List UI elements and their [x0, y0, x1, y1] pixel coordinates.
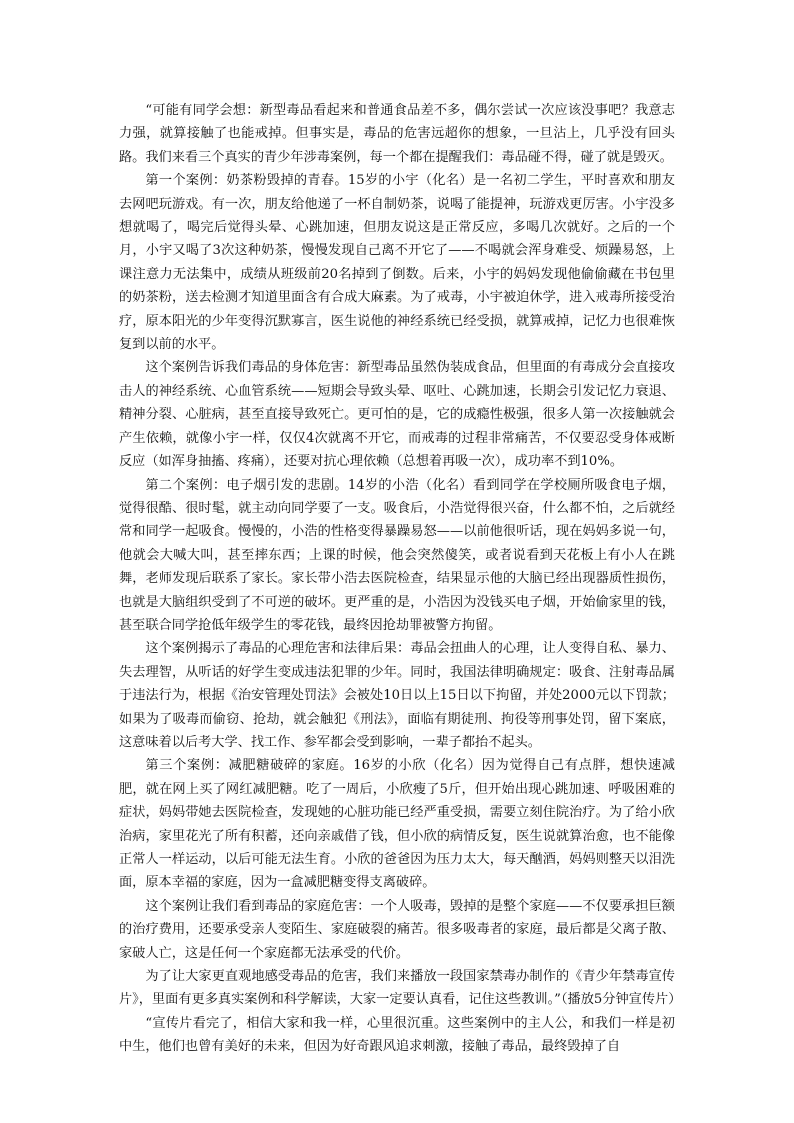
- paragraph-case-1-analysis: 这个案例告诉我们毒品的身体危害：新型毒品虽然伪装成食品，但里面的有毒成分会直接攻击人的神经系统、心血管系统——短期会导致头晕、呕吐、心跳加速，长期会引发记忆力衰退、精神分裂、心脏病，甚至直接导致死亡。更可怕的是，它的成瘾性极强，很多人第一次接触就会产生依赖，就像小宇一样，仅仅4次就离不开它，而戒毒的过程非常痛苦，不仅要忍受身体戒断反应（如浑身抽搐、疼痛），还要对抗心理依赖（总想着再吸一次），成功率不到10%。: [119, 360, 675, 470]
- paragraph-closing: “宣传片看完了，相信大家和我一样，心里很沉重。这些案例中的主人公，和我们一样是初中生，他们也曾有美好的未来，但因为好奇跟风追求刺激，接触了毒品，最终毁掉了自: [119, 1015, 675, 1055]
- paragraph-case-2-analysis: 这个案例揭示了毒品的心理危害和法律后果：毒品会扭曲人的心理，让人变得自私、暴力、失去理智，从听话的好学生变成违法犯罪的少年。同时，我国法律明确规定：吸食、注射毒品属于违法行为，根据《治安管理处罚法》会被处10日以上15日以下拘留，并处2000元以下罚款；如果为了吸毒而偷窃、抢劫，就会触犯《刑法》，面临有期徒刑、拘役等刑事处罚，留下案底，这意味着以后考大学、找工作、参军都会受到影响，一辈子都抬不起头。: [119, 641, 675, 750]
- paragraph-case-2: 第二个案例：电子烟引发的悲剧。14岁的小浩（化名）看到同学在学校厕所吸食电子烟，觉得很酷、很时髦，就主动向同学要了一支。吸食后，小浩觉得很兴奋，什么都不怕，之后就经常和同学一起吸食。慢慢的，小浩的性格变得暴躁易怒——以前他很听话，现在妈妈多说一句，他就会大喊大叫，甚至摔东西；上课的时候，他会突然傻笑，或者说看到天花板上有小人在跳舞，老师发现后联系了家长。家长带小浩去医院检查，结果显示他的大脑已经出现器质性损伤，也就是大脑组织受到了不可逆的破坏。更严重的是，小浩因为没钱买电子烟，开始偷家里的钱，甚至联合同学抢低年级学生的零花钱，最终因抢劫罪被警方拘留。: [119, 477, 675, 633]
- paragraph-case-3-analysis: 这个案例让我们看到毒品的家庭危害：一个人吸毒，毁掉的是整个家庭——不仅要承担巨额的治疗费用，还要承受亲人变陌生、家庭破裂的痛苦。很多吸毒者的家庭，最后都是父离子散、家破人亡，这是任何一个家庭都无法承受的代价。: [119, 898, 675, 961]
- paragraph-case-3: 第三个案例：减肥糖破碎的家庭。16岁的小欣（化名）因为觉得自己有点胖，想快速减肥，就在网上买了网红减肥糖。吃了一周后，小欣瘦了5斤，但开始出现心跳加速、呼吸困难的症状，妈妈带她去医院检查，发现她的心脏功能已经严重受损，需要立刻住院治疗。为了给小欣治病，家里花光了所有积蓄，还向亲戚借了钱，但小欣的病情反复，医生说就算治愈，也不能像正常人一样运动，以后可能无法生育。小欣的爸爸因为压力太大，每天酗酒，妈妈则整天以泪洗面，原本幸福的家庭，因为一盒减肥糖变得支离破碎。: [119, 758, 675, 891]
- paragraph-intro: “可能有同学会想：新型毒品看起来和普通食品差不多，偶尔尝试一次应该没事吧？我意志力强，就算接触了也能戒掉。但事实是，毒品的危害远超你的想象，一旦沾上，几乎没有回头路。我们来看三个真实的青少年涉毒案例，每一个都在提醒我们：毒品碰不得，碰了就是毁灭。: [119, 103, 675, 165]
- paragraph-video: 为了让大家更直观地感受毒品的危害，我们来播放一段国家禁毒办制作的《青少年禁毒宣传片》，里面有更多真实案例和科学解读，大家一定要认真看，记住这些教训。”（播放5分钟宣传片）: [119, 969, 682, 1008]
- document-page: [119, 99, 682, 1059]
- paragraph-case-1: 第一个案例：奶茶粉毁掉的青春。15岁的小宇（化名）是一名初二学生，平时喜欢和朋友去网吧玩游戏。有一次，朋友给他递了一杯自制奶茶，说喝了能提神，玩游戏更厉害。小宇没多想就喝了，喝完后觉得头晕、心跳加速，但朋友说这是正常反应，多喝几次就好。之后的一个月，小宇又喝了3次这种奶茶，慢慢发现自己离不开它了——不喝就会浑身难受、烦躁易怒，上课注意力无法集中，成绩从班级前20名掉到了倒数。后来，小宇的妈妈发现他偷偷藏在书包里的奶茶粉，送去检测才知道里面含有合成大麻素。为了戒毒，小宇被迫休学，进入戒毒所接受治疗，原本阳光的少年变得沉默寡言，医生说他的神经系统已经受损，就算戒掉，记忆力也很难恢复到以前的水平。: [119, 173, 675, 353]
